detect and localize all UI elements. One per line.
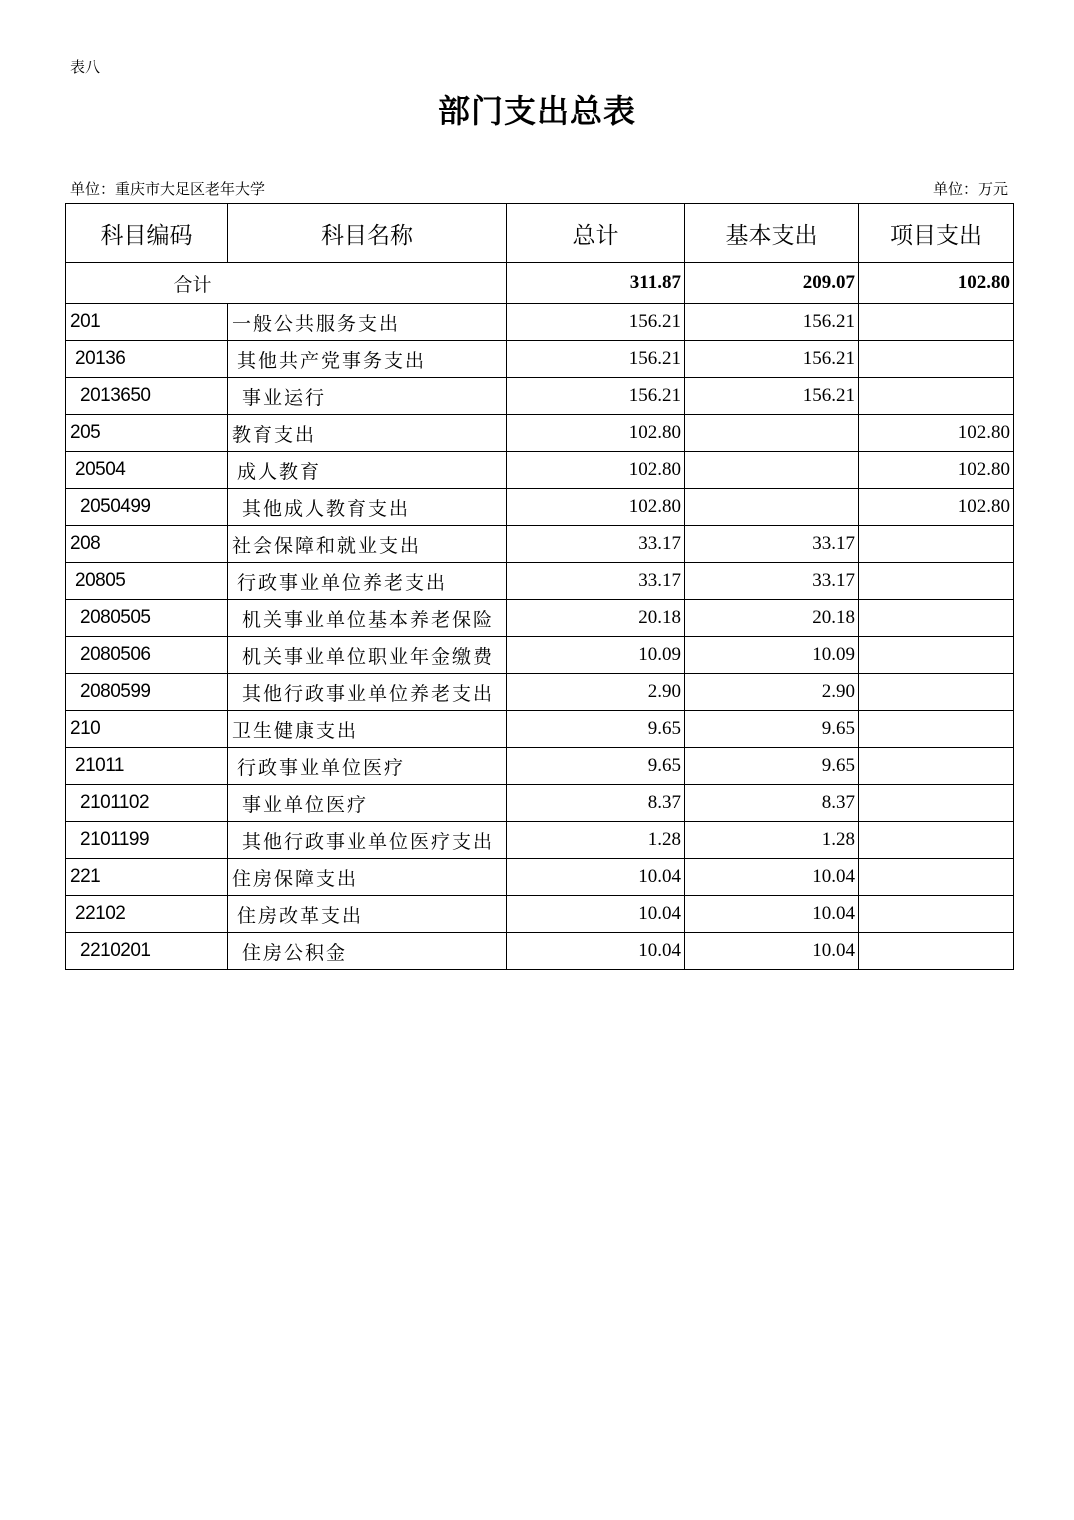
row-total: 2.90 xyxy=(507,674,685,711)
row-subject-name: 成人教育 xyxy=(228,452,507,489)
total-row xyxy=(66,263,1014,304)
row-project-expenditure xyxy=(859,933,1014,970)
row-subject-name: 教育支出 xyxy=(228,415,507,452)
table-row xyxy=(66,526,1014,563)
row-subject-code: 20504 xyxy=(66,452,228,489)
row-total: 102.80 xyxy=(507,489,685,526)
table-row xyxy=(66,378,1014,415)
row-subject-code: 205 xyxy=(66,415,228,452)
row-basic-expenditure: 10.04 xyxy=(685,859,859,896)
table-row xyxy=(66,822,1014,859)
row-subject-code: 22102 xyxy=(66,896,228,933)
row-basic-expenditure: 33.17 xyxy=(685,526,859,563)
row-total: 10.04 xyxy=(507,859,685,896)
row-total: 10.09 xyxy=(507,637,685,674)
row-project-expenditure xyxy=(859,563,1014,600)
row-basic-expenditure: 2.90 xyxy=(685,674,859,711)
table-row xyxy=(66,489,1014,526)
row-project-expenditure xyxy=(859,674,1014,711)
row-subject-name: 机关事业单位基本养老保险 xyxy=(228,600,507,637)
row-project-expenditure xyxy=(859,896,1014,933)
table-number-label: 表八 xyxy=(70,58,101,76)
row-total: 33.17 xyxy=(507,563,685,600)
row-basic-expenditure: 156.21 xyxy=(685,378,859,415)
table-row xyxy=(66,896,1014,933)
row-basic-expenditure xyxy=(685,489,859,526)
table-row xyxy=(66,563,1014,600)
table-row xyxy=(66,933,1014,970)
row-subject-code: 2080599 xyxy=(66,674,228,711)
row-subject-code: 2101199 xyxy=(66,822,228,859)
row-basic-expenditure: 10.04 xyxy=(685,896,859,933)
table-row xyxy=(66,637,1014,674)
row-total: 9.65 xyxy=(507,748,685,785)
header-project-expenditure: 项目支出 xyxy=(859,204,1014,263)
table-row xyxy=(66,674,1014,711)
row-project-expenditure xyxy=(859,526,1014,563)
row-subject-code: 20805 xyxy=(66,563,228,600)
row-subject-code: 2210201 xyxy=(66,933,228,970)
row-subject-name: 卫生健康支出 xyxy=(228,711,507,748)
row-basic-expenditure: 8.37 xyxy=(685,785,859,822)
table-row xyxy=(66,415,1014,452)
header-subject-code: 科目编码 xyxy=(66,204,228,263)
row-total: 10.04 xyxy=(507,933,685,970)
row-project-expenditure xyxy=(859,859,1014,896)
row-basic-expenditure: 156.21 xyxy=(685,341,859,378)
row-project-expenditure xyxy=(859,378,1014,415)
table-row xyxy=(66,341,1014,378)
row-subject-name: 一般公共服务支出 xyxy=(228,304,507,341)
row-subject-name: 行政事业单位养老支出 xyxy=(228,563,507,600)
row-project-expenditure xyxy=(859,304,1014,341)
row-project-expenditure xyxy=(859,785,1014,822)
table-row xyxy=(66,452,1014,489)
row-basic-expenditure: 1.28 xyxy=(685,822,859,859)
row-total: 20.18 xyxy=(507,600,685,637)
row-project-expenditure xyxy=(859,600,1014,637)
row-subject-name: 住房保障支出 xyxy=(228,859,507,896)
row-basic-expenditure: 156.21 xyxy=(685,304,859,341)
row-basic-expenditure: 9.65 xyxy=(685,711,859,748)
row-project-expenditure xyxy=(859,748,1014,785)
row-subject-code: 201 xyxy=(66,304,228,341)
row-subject-code: 2050499 xyxy=(66,489,228,526)
table-row xyxy=(66,748,1014,785)
row-total: 156.21 xyxy=(507,304,685,341)
row-total: 1.28 xyxy=(507,822,685,859)
row-subject-code: 2080505 xyxy=(66,600,228,637)
row-basic-expenditure: 10.04 xyxy=(685,933,859,970)
unit-organization-label: 单位：重庆市大足区老年大学 xyxy=(70,180,266,198)
row-basic-expenditure xyxy=(685,452,859,489)
row-project-expenditure xyxy=(859,711,1014,748)
row-project-expenditure: 102.80 xyxy=(859,489,1014,526)
row-subject-code: 208 xyxy=(66,526,228,563)
row-basic-expenditure: 9.65 xyxy=(685,748,859,785)
row-subject-name: 住房改革支出 xyxy=(228,896,507,933)
row-total: 156.21 xyxy=(507,378,685,415)
expenditure-table xyxy=(65,203,1014,970)
row-subject-name: 事业单位医疗 xyxy=(228,785,507,822)
row-subject-name: 其他成人教育支出 xyxy=(228,489,507,526)
row-subject-code: 210 xyxy=(66,711,228,748)
row-subject-code: 221 xyxy=(66,859,228,896)
unit-currency-label: 单位：万元 xyxy=(932,180,1008,198)
row-basic-expenditure: 33.17 xyxy=(685,563,859,600)
row-subject-name: 其他行政事业单位医疗支出 xyxy=(228,822,507,859)
row-subject-name: 机关事业单位职业年金缴费 xyxy=(228,637,507,674)
row-total: 9.65 xyxy=(507,711,685,748)
row-total: 156.21 xyxy=(507,341,685,378)
row-basic-expenditure xyxy=(685,415,859,452)
header-total: 总计 xyxy=(507,204,685,263)
table-row xyxy=(66,600,1014,637)
page-title: 部门支出总表 xyxy=(437,92,636,130)
table-row xyxy=(66,304,1014,341)
row-subject-name: 社会保障和就业支出 xyxy=(228,526,507,563)
row-basic-expenditure: 10.09 xyxy=(685,637,859,674)
row-subject-code: 2013650 xyxy=(66,378,228,415)
row-subject-name: 事业运行 xyxy=(228,378,507,415)
table-row xyxy=(66,859,1014,896)
row-project-expenditure: 102.80 xyxy=(859,415,1014,452)
row-subject-name: 其他行政事业单位养老支出 xyxy=(228,674,507,711)
row-total: 102.80 xyxy=(507,415,685,452)
total-basic: 209.07 xyxy=(685,263,859,304)
row-subject-code: 21011 xyxy=(66,748,228,785)
row-project-expenditure xyxy=(859,341,1014,378)
row-total: 102.80 xyxy=(507,452,685,489)
row-subject-code: 2101102 xyxy=(66,785,228,822)
row-total: 10.04 xyxy=(507,896,685,933)
row-project-expenditure: 102.80 xyxy=(859,452,1014,489)
row-subject-code: 20136 xyxy=(66,341,228,378)
row-subject-name: 住房公积金 xyxy=(228,933,507,970)
header-subject-name: 科目名称 xyxy=(228,204,507,263)
row-total: 8.37 xyxy=(507,785,685,822)
header-basic-expenditure: 基本支出 xyxy=(685,204,859,263)
total-sum: 311.87 xyxy=(507,263,685,304)
total-project: 102.80 xyxy=(859,263,1014,304)
row-project-expenditure xyxy=(859,822,1014,859)
row-subject-code: 2080506 xyxy=(66,637,228,674)
row-total: 33.17 xyxy=(507,526,685,563)
row-project-expenditure xyxy=(859,637,1014,674)
row-basic-expenditure: 20.18 xyxy=(685,600,859,637)
row-subject-name: 其他共产党事务支出 xyxy=(228,341,507,378)
table-row xyxy=(66,711,1014,748)
table-row xyxy=(66,785,1014,822)
table-header-row xyxy=(66,204,1014,263)
total-label: 合计 xyxy=(66,263,507,304)
row-subject-name: 行政事业单位医疗 xyxy=(228,748,507,785)
